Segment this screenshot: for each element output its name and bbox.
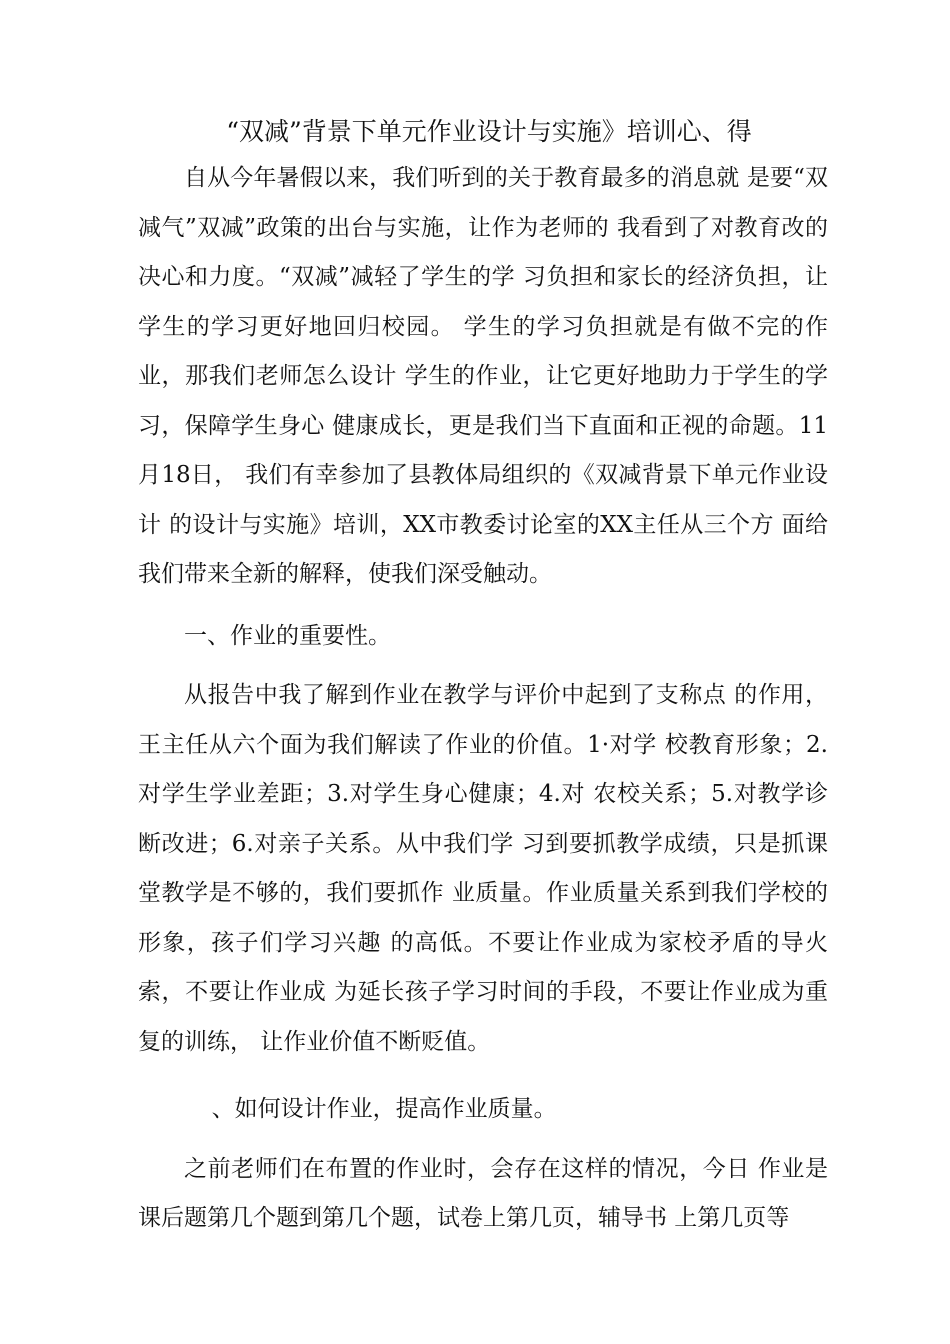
design-paragraph: 之前老师们在布置的作业时，会存在这样的情况，今日 作业是课后题第几个题到第几个题，试卷上第几页，辅导书 上第几页等 [138,1155,828,1231]
section-heading-design: 、如何设计作业，提高作业质量。 [211,1096,557,1122]
intro-paragraph: 自从今年暑假以来，我们听到的关于教育最多的消息就 是要“双减气”双减”政策的出台与实施，让作为老师的 我看到了对教育改的决心和力度。“双减”减轻了学生的学 习负担和家长的经济负担，让学生的学习更好地回归校园。 学生的学习负担就是有做不完的作业，那我们老师怎么设计 学生的作业，让它更好地助力于学生的学习，保障学生身心 健康成长，更是我们当下直面和正视的命题。11月18日， 我们有幸参加了县教体局组织的《双减背景下单元作业设计 的设计与实施》培训，XX市教委讨论室的XX主任从三个方 面给我们带来全新的解释，使我们深受触动。 [138,165,828,587]
document-title: “双减”背景下单元作业设计与实施》培训心、得 [226,117,752,146]
section-heading-importance: 一、作业的重要性。 [184,622,391,649]
importance-paragraph: 从报告中我了解到作业在教学与评价中起到了支称点 的作用，王主任从六个面为我们解读了作业的价值。1·对学 校教育形象；2.对学生学业差距；3.对学生身心健康；4.对 农校关系；5.对教学诊断改进；6.对亲子关系。从中我们学 习到要抓教学成绩，只是抓课堂教学是不够的，我们要抓作 业质量。作业质量关系到我们学校的形象，孩子们学习兴趣 的高低。不要让作业成为家校矛盾的导火索，不要让作业成 为延长孩子学习时间的手段，不要让作业成为重复的训练， 让作业价值不断贬值。 [138,682,828,1055]
document-page [138,112,828,1244]
